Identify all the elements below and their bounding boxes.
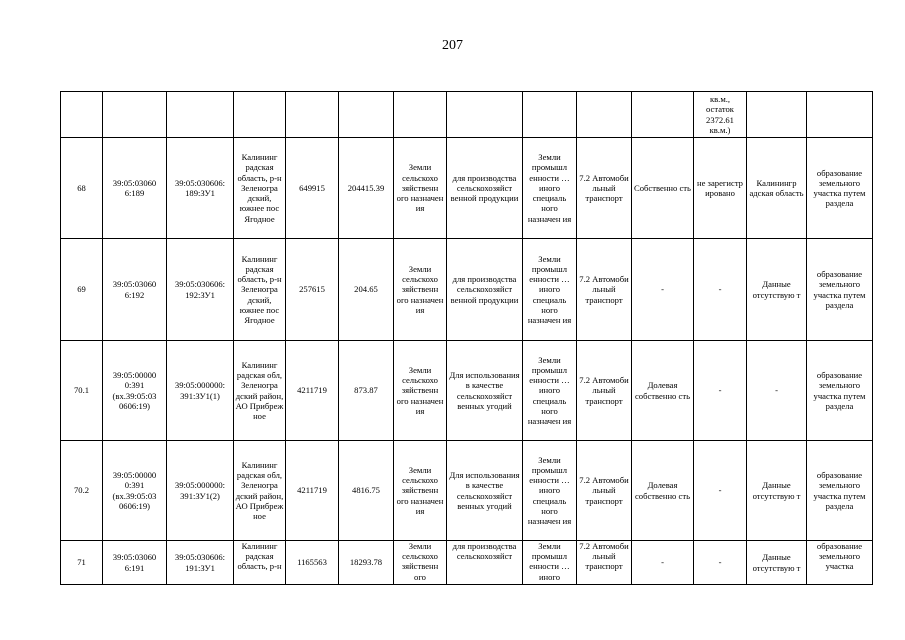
address-cell: Калининг радская обл, Зеленогра дский район, АО Прибреж ное bbox=[234, 441, 286, 541]
land-category-cell bbox=[394, 92, 447, 138]
address-cell: Калининг радская область, р-н Зеленогра дский, южнее пос Ягодное bbox=[234, 239, 286, 341]
new-plot-id-cell: 39:05:000000: 391:ЗУ1(1) bbox=[167, 341, 234, 441]
permitted-use-cell: для производства сельскохозяйст венной продукции bbox=[447, 138, 523, 239]
land-category-cell: Земли сельскохо зяйственн ого назначен ия bbox=[394, 239, 447, 341]
address-cell: Калининг радская область, р-н Зеленогра дский, южнее пос Ягодное bbox=[234, 138, 286, 239]
row-number-cell: 71 bbox=[61, 541, 103, 585]
owner-cell bbox=[747, 92, 807, 138]
owner-cell: Данные отсутствую т bbox=[747, 441, 807, 541]
future-category-cell: Земли промышл енности …иного специаль ного назначен ия bbox=[523, 138, 577, 239]
new-plot-id-cell bbox=[167, 92, 234, 138]
land-category-cell: Земли сельскохо зяйственн ого bbox=[394, 541, 447, 585]
purpose-cell: образование земельного участка путем раздела bbox=[807, 341, 873, 441]
encumbrance-cell: не зарегистр ировано bbox=[694, 138, 747, 239]
part-area-cell bbox=[339, 92, 394, 138]
row-number-cell bbox=[61, 92, 103, 138]
total-area-cell bbox=[286, 92, 339, 138]
table-row bbox=[61, 239, 873, 341]
part-area-cell: 4816.75 bbox=[339, 441, 394, 541]
cadastral-number-cell: 39:05:03060 6:192 bbox=[103, 239, 167, 341]
purpose-cell bbox=[807, 92, 873, 138]
permitted-use-cell bbox=[447, 92, 523, 138]
permitted-use-cell: Для использования в качестве сельскохозяйст венных угодий bbox=[447, 341, 523, 441]
part-area-cell: 18293.78 bbox=[339, 541, 394, 585]
owner-cell: - bbox=[747, 341, 807, 441]
part-area-cell: 204.65 bbox=[339, 239, 394, 341]
page-number: 207 bbox=[442, 38, 463, 53]
future-category-cell: Земли промышл енности …иного специаль ного назначен ия bbox=[523, 341, 577, 441]
future-category-cell bbox=[523, 92, 577, 138]
new-plot-id-cell: 39:05:030606: 191:ЗУ1 bbox=[167, 541, 234, 585]
row-number-cell: 68 bbox=[61, 138, 103, 239]
future-use-cell: 7.2 Автомоби льный транспорт bbox=[577, 341, 632, 441]
total-area-cell: 1165563 bbox=[286, 541, 339, 585]
address-cell: Калининг радская область, р-н bbox=[234, 541, 286, 585]
part-area-cell: 204415.39 bbox=[339, 138, 394, 239]
table-row bbox=[61, 541, 873, 585]
future-category-cell: Земли промышл енности …иного специаль ного назначен ия bbox=[523, 441, 577, 541]
row-number-cell: 69 bbox=[61, 239, 103, 341]
permitted-use-cell: для производства сельскохозяйст bbox=[447, 541, 523, 585]
purpose-cell: образование земельного участка путем раздела bbox=[807, 138, 873, 239]
purpose-cell: образование земельного участка bbox=[807, 541, 873, 585]
owner-cell: Калинингр адская область bbox=[747, 138, 807, 239]
right-type-cell: - bbox=[632, 239, 694, 341]
owner-cell: Данные отсутствую т bbox=[747, 239, 807, 341]
cadastral-number-cell: 39:05:03060 6:191 bbox=[103, 541, 167, 585]
address-cell bbox=[234, 92, 286, 138]
row-number-cell: 70.2 bbox=[61, 441, 103, 541]
land-plots-table bbox=[60, 91, 873, 585]
permitted-use-cell: Для использования в качестве сельскохозяйст венных угодий bbox=[447, 441, 523, 541]
permitted-use-cell: для производства сельскохозяйст венной продукции bbox=[447, 239, 523, 341]
table-row bbox=[61, 341, 873, 441]
encumbrance-cell: - bbox=[694, 541, 747, 585]
table-row bbox=[61, 92, 873, 138]
future-category-cell: Земли промышл енности …иного специаль ного назначен ия bbox=[523, 239, 577, 341]
total-area-cell: 257615 bbox=[286, 239, 339, 341]
land-category-cell: Земли сельскохо зяйственн ого назначен ия bbox=[394, 341, 447, 441]
table-row bbox=[61, 138, 873, 239]
right-type-cell bbox=[632, 92, 694, 138]
encumbrance-cell: - bbox=[694, 341, 747, 441]
purpose-cell: образование земельного участка путем раздела bbox=[807, 239, 873, 341]
future-use-cell: 7.2 Автомоби льный транспорт bbox=[577, 138, 632, 239]
new-plot-id-cell: 39:05:000000: 391:ЗУ1(2) bbox=[167, 441, 234, 541]
total-area-cell: 4211719 bbox=[286, 341, 339, 441]
right-type-cell: Долевая собственно сть bbox=[632, 441, 694, 541]
total-area-cell: 649915 bbox=[286, 138, 339, 239]
cadastral-number-cell bbox=[103, 92, 167, 138]
row-number-cell: 70.1 bbox=[61, 341, 103, 441]
right-type-cell: Долевая собственно сть bbox=[632, 341, 694, 441]
future-category-cell: Земли промышл енности …иного bbox=[523, 541, 577, 585]
right-type-cell: - bbox=[632, 541, 694, 585]
address-cell: Калининг радская обл, Зеленогра дский район, АО Прибреж ное bbox=[234, 341, 286, 441]
cadastral-number-cell: 39:05:00000 0:391 (вх.39:05:03 0606:19) bbox=[103, 441, 167, 541]
encumbrance-cell: кв.м., остаток 2372.61 кв.м.) bbox=[694, 92, 747, 138]
new-plot-id-cell: 39:05:030606: 192:ЗУ1 bbox=[167, 239, 234, 341]
part-area-cell: 873.87 bbox=[339, 341, 394, 441]
future-use-cell: 7.2 Автомоби льный транспорт bbox=[577, 441, 632, 541]
new-plot-id-cell: 39:05:030606: 189:ЗУ1 bbox=[167, 138, 234, 239]
future-use-cell: 7.2 Автомоби льный транспорт bbox=[577, 541, 632, 585]
encumbrance-cell: - bbox=[694, 441, 747, 541]
future-use-cell bbox=[577, 92, 632, 138]
table-row bbox=[61, 441, 873, 541]
land-category-cell: Земли сельскохо зяйственн ого назначен ия bbox=[394, 138, 447, 239]
owner-cell: Данные отсутствую т bbox=[747, 541, 807, 585]
land-category-cell: Земли сельскохо зяйственн ого назначен ия bbox=[394, 441, 447, 541]
cadastral-number-cell: 39:05:00000 0:391 (вх.39:05:03 0606:19) bbox=[103, 341, 167, 441]
purpose-cell: образование земельного участка путем раздела bbox=[807, 441, 873, 541]
cadastral-number-cell: 39:05:03060 6:189 bbox=[103, 138, 167, 239]
encumbrance-cell: - bbox=[694, 239, 747, 341]
total-area-cell: 4211719 bbox=[286, 441, 339, 541]
future-use-cell: 7.2 Автомоби льный транспорт bbox=[577, 239, 632, 341]
right-type-cell: Собственно сть bbox=[632, 138, 694, 239]
